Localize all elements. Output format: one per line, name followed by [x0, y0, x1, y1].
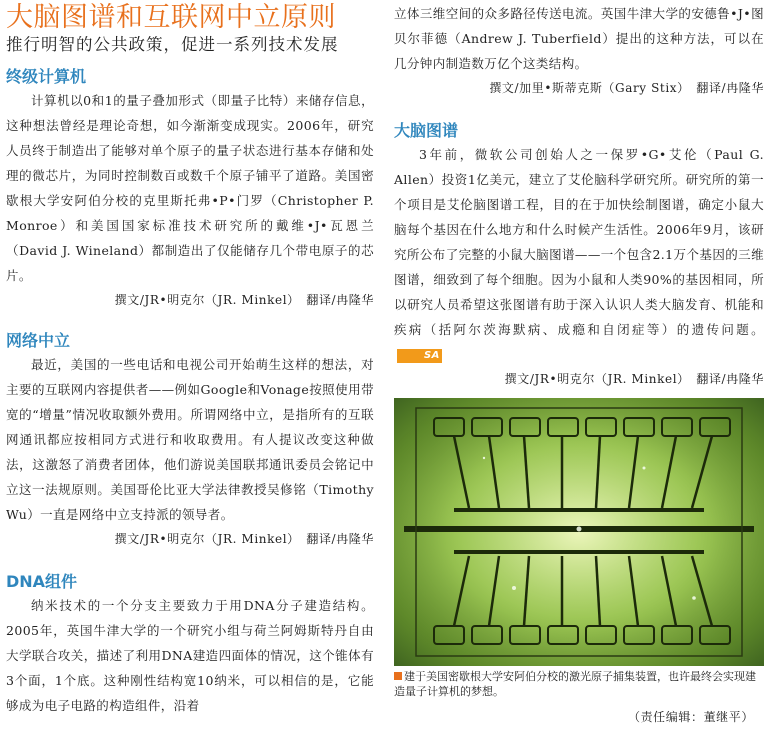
caption-marker-icon: [394, 672, 402, 680]
right-column: [394, 0, 764, 727]
figure-caption: [394, 669, 764, 699]
section-credit-brain-atlas: 撰文/JR•明克尔（JR. Minkel） 翻译/冉隆华: [504, 372, 764, 386]
sa-logo-icon: SA: [397, 349, 442, 363]
section-heading-ultimate-computer: 终级计算机: [6, 67, 87, 86]
section-credit-dna-components: 撰文/加里•斯蒂克斯（Gary Stix） 翻译/冉隆华: [489, 81, 764, 95]
figure-caption-text: 建于美国密歇根大学安阿伯分校的激光原子捕集装置，也许最终会实现建造量子计算机的梦想。: [394, 670, 756, 698]
article-subtitle: 推行明智的公共政策，促进一系列技术发展: [6, 35, 339, 54]
section-credit-ultimate-computer: 撰文/JR•明克尔（JR. Minkel） 翻译/冉隆华: [114, 293, 374, 307]
section-body-brain-atlas: [394, 142, 764, 367]
atom-trap-chip-illustration: [394, 398, 764, 666]
left-column: [6, 0, 374, 718]
atom-trap-photo: [394, 398, 764, 666]
responsible-editor: （责任编辑：董继平）: [627, 710, 754, 724]
section-heading-dna-components: DNA组件: [6, 572, 78, 591]
brain-atlas-text: 3年前，微软公司创始人之一保罗•G•艾伦（Paul G. Allen）投资1亿美元，建立了艾伦脑科学研究所。研究所的第一个项目是艾伦脑图谱工程，目的在于加快绘制图谱，确定小鼠大脑每个基因在什么地方和什么时候产生活性。2006年9月，该研究所公布了完整的小鼠大脑图谱——一个包含2.1万个基因的三维图谱，细致到了每个细胞。因为小鼠和人类90%的基因相同，所以研究人员希望这张图谱有助于深入认识人类大脑发育、机能和疾病（括阿尔茨海默病、成瘾和自闭症等）的遗传问题。: [394, 147, 764, 337]
section-credit-net-neutrality: 撰文/JR•明克尔（JR. Minkel） 翻译/冉隆华: [114, 532, 374, 546]
section-body-dna-continued: 立体三维空间的众多路径传送电流。英国牛津大学的安德鲁•J•图贝尔菲德（Andrew J. Tuberfield）提出的这种方法，可以在几分钟内制造数万亿个这类结构。: [394, 6, 764, 71]
section-body-ultimate-computer: 计算机以0和1的量子叠加形式（即量子比特）来储存信息，这种想法曾经是理论奇想，如今渐渐变成现实。2006年，研究人员终于制造出了能够对单个原子的量子状态进行基本存储和处理的微芯片，为同时控制数百或数千个原子铺平了道路。美国密歇根大学安阿伯分校的克里斯托弗•P•门罗（Christopher P. Monroe）和美国国家标准技术研究所的戴维•J•瓦恩兰（David J. Wineland）都制造出了仅能储存几个带电原子的芯片。: [6, 93, 374, 283]
section-heading-brain-atlas: 大脑图谱: [394, 121, 459, 140]
section-body-dna-components: 纳米技术的一个分支主要致力于用DNA分子建造结构。2005年，英国牛津大学的一个研究小组与荷兰阿姆斯特丹自由大学联合攻关，描述了利用DNA建造四面体的情况，这个锥体有3个面，1个底。这种刚性结构宽10纳米，可以相信的是，它能够成为电子电路的构造组件，沿着: [6, 598, 374, 713]
section-body-net-neutrality: 最近，美国的一些电话和电视公司开始萌生这样的想法，对主要的互联网内容提供者——例如Google和Vonage按照使用带宽的“增量”情况收取额外费用。所谓网络中立，是指所有的互联网通讯都应按相同方式进行和收取费用。有人提议改变这种做法，这激怒了消费者团体，他们游说美国联邦通讯委员会铭记中立这一法规原则。美国哥伦比亚大学法律教授吴修铭（Timothy Wu）一直是网络中立支持派的领导者。: [6, 357, 374, 522]
article-title: 大脑图谱和互联网中立原则: [6, 2, 336, 33]
section-heading-net-neutrality: 网络中立: [6, 331, 71, 350]
